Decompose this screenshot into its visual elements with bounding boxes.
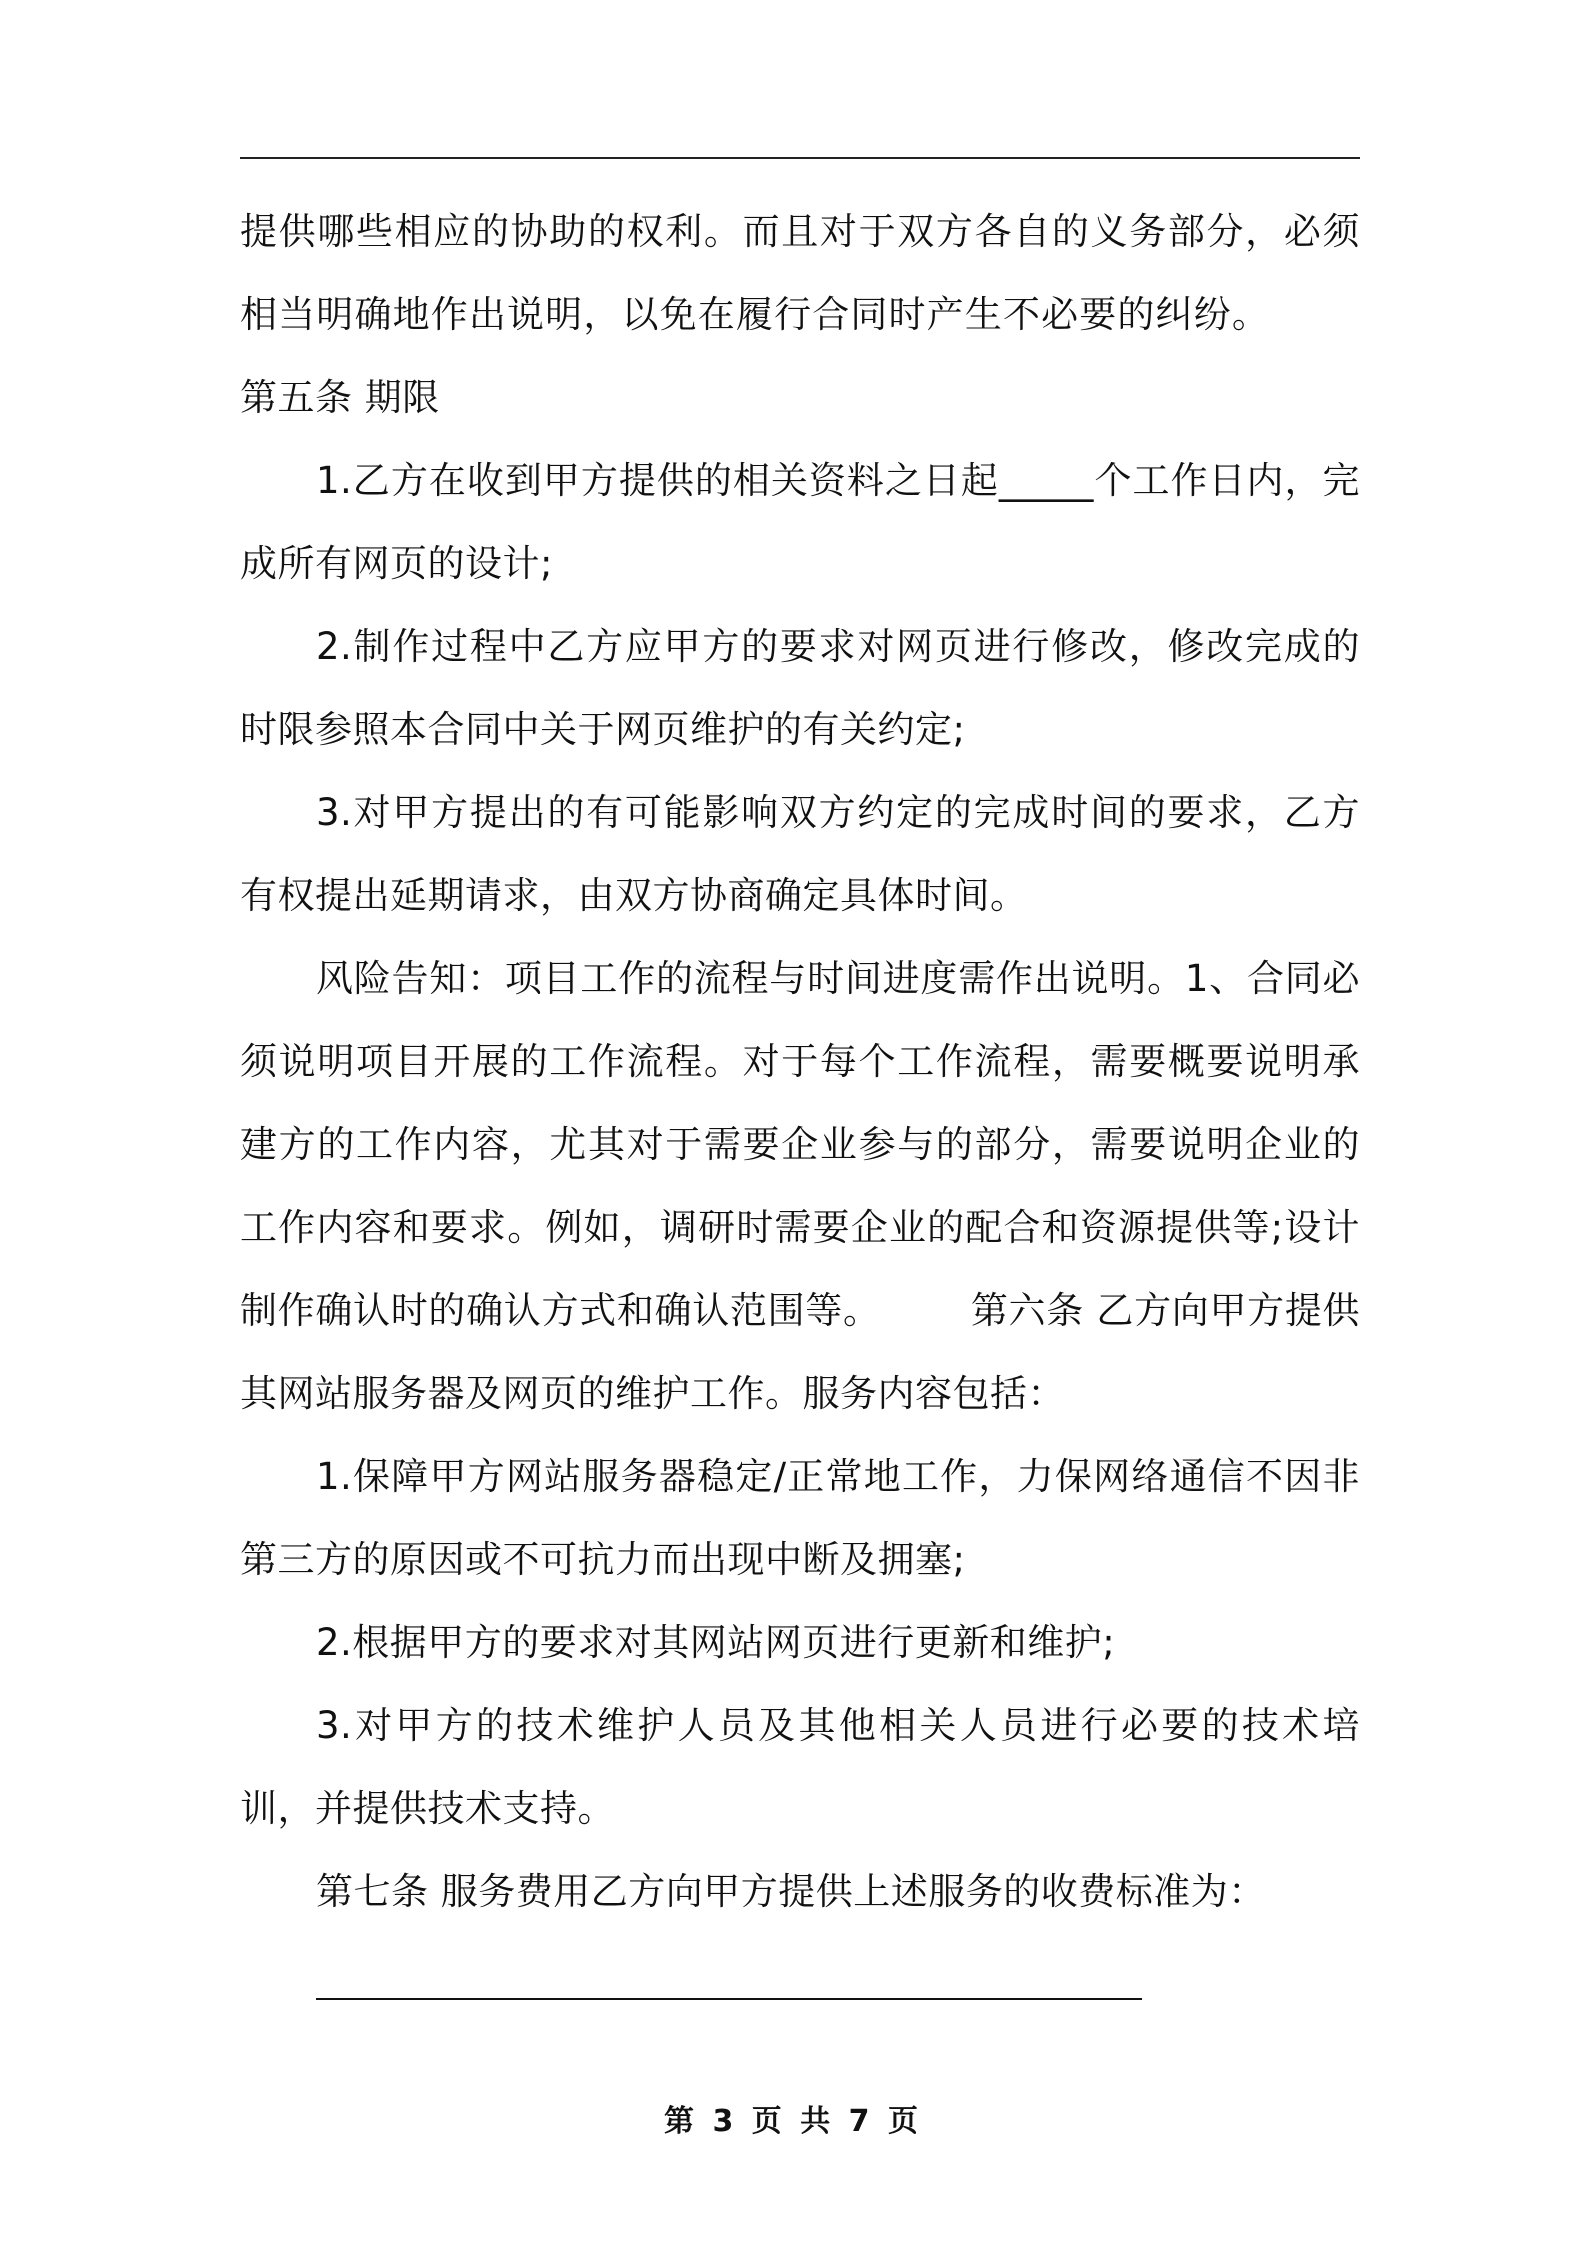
article-6-heading: 第六条 乙方向甲方提供其网站服务器及网页的维护工作。服务内容包括： — [240, 1289, 1361, 1415]
paragraph-clause-5-2: 2.制作过程中乙方应甲方的要求对网页进行修改，修改完成的时限参照本合同中关于网页维护的有关约定; — [240, 625, 1360, 751]
paragraph-clause-6-2: 2.根据甲方的要求对其网站网页进行更新和维护; — [316, 1621, 1116, 1664]
paragraph-risk-notice — [240, 937, 1360, 1435]
paragraph-text: 风险告知：项目工作的流程与时间进度需作出说明。1、合同必须说明项目开展的工作流程。对于每个工作流程，需要概要说明承建方的工作内容，尤其对于需要企业参与的部分，需要说明企业的工作内容和要求。例如，调研时需要企业的配合和资源提供等;设计制作确认时的确认方式和确认范围等。 — [240, 957, 1360, 1332]
article-5-heading: 第五条 期限 — [240, 376, 440, 419]
paragraph-clause-5-3: 3.对甲方提出的有可能影响双方约定的完成时间的要求，乙方有权提出延期请求，由双方协商确定具体时间。 — [240, 791, 1360, 917]
fill-in-blank-line — [316, 1998, 1142, 2000]
document-body — [240, 190, 1360, 1933]
paragraph-obligations-note — [240, 190, 1360, 439]
page-number: 第 3 页 共 7 页 — [664, 2104, 922, 2139]
paragraph-clause-6-1: 1.保障甲方网站服务器稳定/正常地工作，力保网络通信不因非第三方的原因或不可抗力而出现中断及拥塞; — [240, 1455, 1360, 1581]
paragraph-clause-6-3: 3.对甲方的技术维护人员及其他相关人员进行必要的技术培训，并提供技术支持。 — [240, 1704, 1360, 1830]
header-rule — [240, 157, 1360, 159]
article-7-heading: 第七条 服务费用乙方向甲方提供上述服务的收费标准为： — [316, 1870, 1266, 1913]
paragraph-text: 提供哪些相应的协助的权利。而且对于双方各自的义务部分，必须相当明确地作出说明，以免在履行合同时产生不必要的纠纷。 — [240, 210, 1360, 336]
paragraph-clause-5-1: 1.乙方在收到甲方提供的相关资料之日起_____个工作日内，完成所有网页的设计; — [240, 459, 1360, 585]
